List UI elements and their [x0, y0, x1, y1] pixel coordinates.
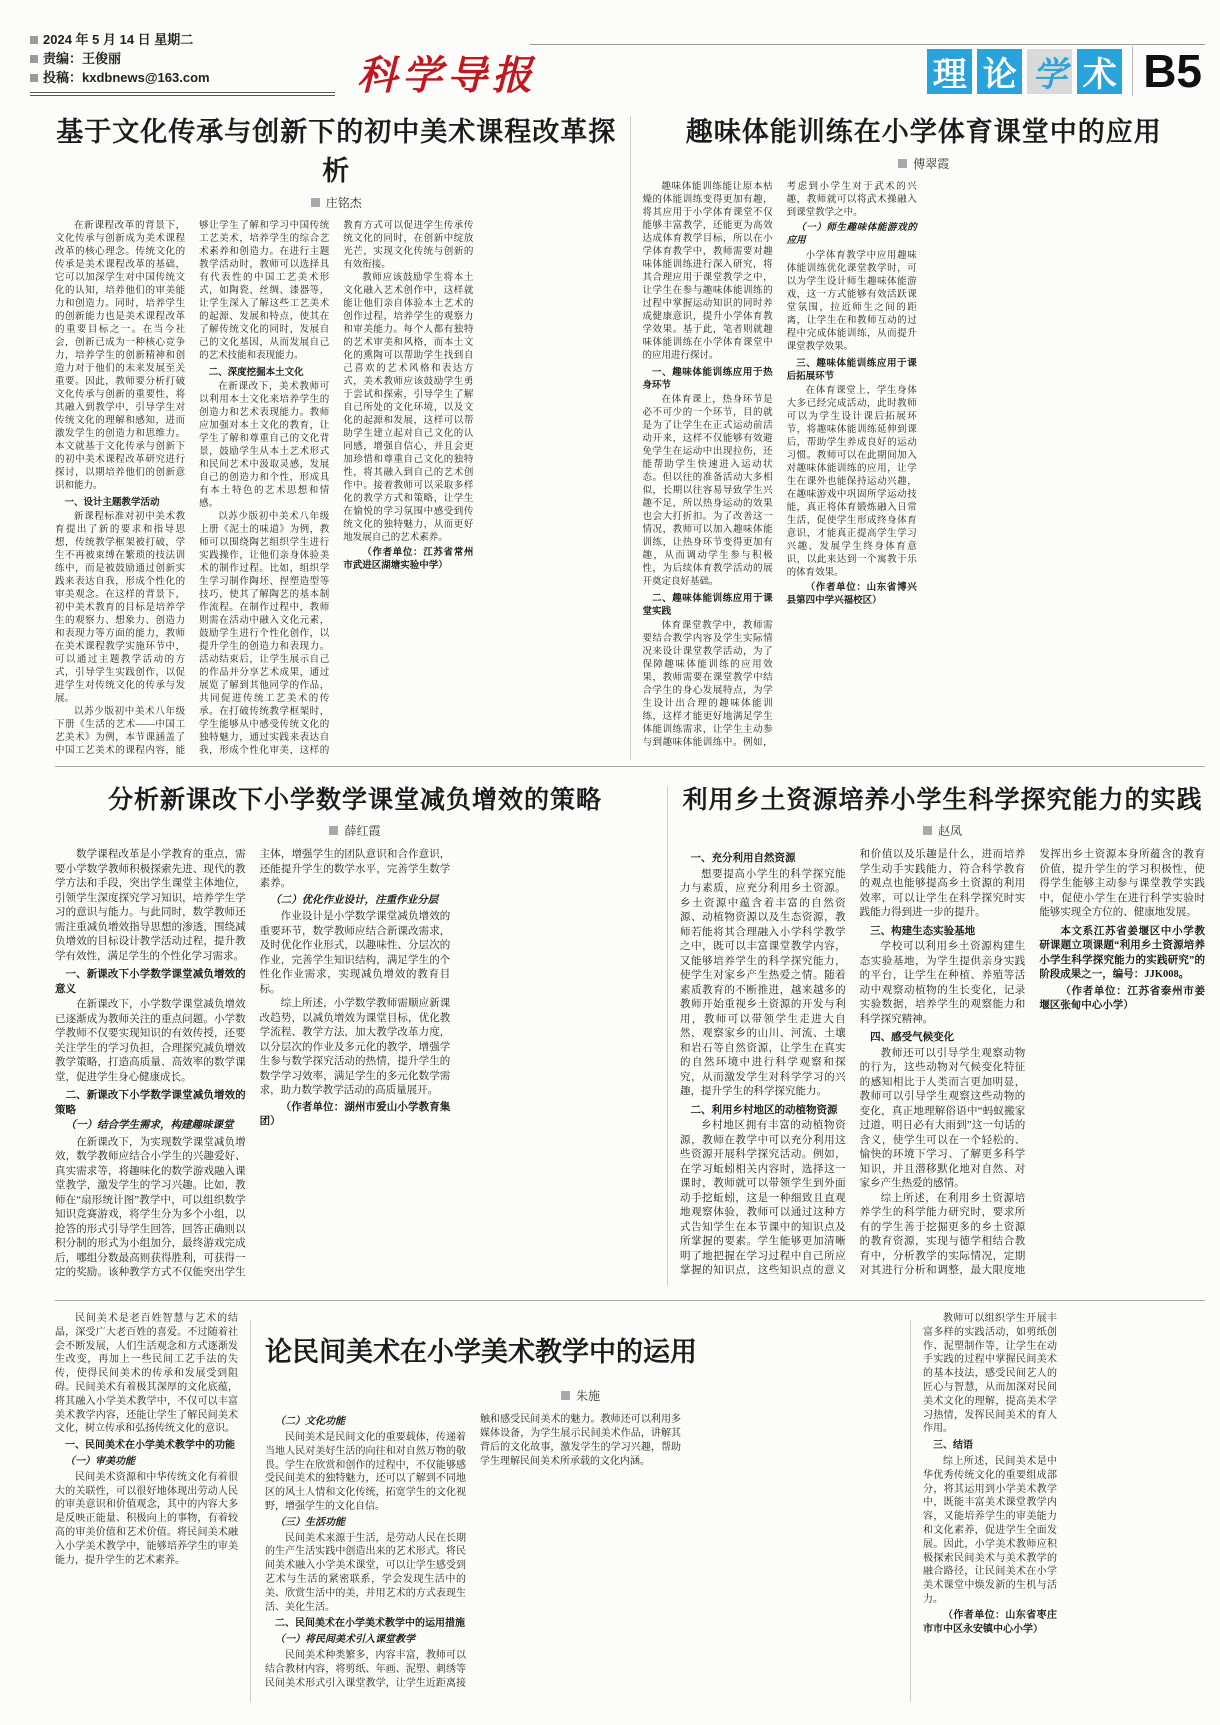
article-sub-subhead: （二）文化功能: [275, 1416, 345, 1428]
article-sub-subhead: （一）将民间美术引入课堂教学: [275, 1634, 415, 1646]
article-subhead: 二、利用乡村地区的动植物资源: [690, 1103, 838, 1116]
article-title: 基于文化传承与创新下的初中美术课程改革探析: [56, 117, 617, 186]
article-paragraph: 综上所述，民间美术是中华优秀传统文化的重要组成部分，将其运用到小学美术教学中，既能丰富美术课堂教学内容，又能培养学生的审美能力和文化素养，促进学生全面发展。因此，小学美术教师应积极探索民间美术与美术教学的融合路径，让民间美术在小学美术课堂中焕发新的生机与活力。: [923, 1455, 1057, 1605]
section-divider: [1132, 46, 1133, 96]
author-affiliation: （作者单位：山东省博兴县第四中学兴福校区）: [786, 583, 917, 606]
column-divider: [250, 1320, 251, 1702]
author-affiliation: （作者单位：江苏省常州市武进区湖塘实验中学）: [343, 548, 474, 571]
byline: [643, 155, 1206, 172]
article-sub-subhead: （一）结合学生需求，构建趣味课堂: [65, 1120, 234, 1131]
byline-square-icon: [311, 198, 320, 207]
section-char-tile: 理: [927, 49, 972, 94]
project-note: 本文系江苏省姜堰区中小学教研课题立项课题“利用乡土资源培养小学生科学探究能力的实践研究”的阶段成果之一，编号：JJK008。: [1039, 925, 1205, 980]
article-paragraph: 在新课改下，美术教师可以利用本土文化来培养学生的创造力和艺术表现能力。教师应加强对本土文化的教育，让学生了解和尊重自己的文化背景，鼓励学生从本土艺术形式和民间艺术中汲取灵感，发展自己的创造力和个性，形成具有本土特色的艺术思想和情感。: [199, 382, 330, 509]
article-sub-subhead: （一）师生趣味体能游戏的应用: [786, 223, 917, 246]
author-name: 薛红霞: [344, 824, 381, 838]
byline: [265, 1387, 896, 1404]
article-paragraph: 作业设计是小学数学课堂减负增效的重要环节，数学教师应结合新课改需求，及时优化作业形式，以趣味性、分层次的作业，完善学生知识结构，满足学生的个性化作业需求，实现减负增效的教育目标。: [259, 911, 451, 995]
article-paragraph: 小学体育教学中应用趣味体能训练优化课堂教学时，可以为学生设计师生趣味体能游戏，这一方式能够有效活跃课堂氛围，拉近师生之间的距离，让学生在和教师互动的过程中完成体能训练，从而提升课堂教学效果。: [786, 251, 917, 352]
byline-square-icon: [898, 159, 907, 168]
author-affiliation: （作者单位：江苏省泰州市姜堰区张甸中心小学）: [1039, 985, 1205, 1011]
article-paragraph: 在体育课堂上，学生身体大多已经完成活动，此时教师可以为学生设计课后拓展环节，将趣味体能训练延伸到课后，帮助学生养成良好的运动习惯。教师可以在此期间加入对趣味体能训练的应用，让学生在课外也能保持运动兴趣，在趣味游戏中巩固所学运动技能，真正将体育锻炼融入日常生活，促使学生形成终身体育意识，才能真正提高学生学习兴趣、发展学生终身体育意识，以此来达到一个寓教于乐的体育效果。: [786, 386, 917, 578]
article-paragraph: 民间美术来源于生活，是劳动人民在长期的生产生活实践中创造出来的艺术形式。将民间美术融入小学美术课堂，可以让学生感受到艺术与生活的紧密联系，学会发现生活中的美、欣赏生活中的美，并用艺术的方式表现生活、美化生活。: [265, 1532, 466, 1613]
article-paragraph: 数学课程改革是小学教育的重点，需要小学数学教师积极探索先进、现代的教学方法和手段，突出学生课堂主体地位，引领学生深度探究学习知识，培养学生学习的意识与能力。与此同时，数学教师还需注重减负增效指导思想的渗透，围绕减负增效的目标设计教学活动过程，提升教学有效性，满足学生的个性化学习需求。: [55, 849, 246, 962]
article-subhead: 四、感受气候变化: [870, 1031, 955, 1043]
editor-name: 责编：王俊丽: [43, 51, 122, 66]
author-name: 朱施: [575, 1389, 600, 1404]
article-paragraph: 在新课改下，小学数学课堂减负增效已逐渐成为教师关注的重点问题。小学数学教师不仅要实现知识的有效传授，还要关注学生的学习负担，合理探究减负增效教学策略，打造高质量、高效率的数学课堂，促进学生身心健康成长。: [55, 999, 246, 1083]
byline: [55, 194, 618, 211]
article-body-right: [923, 1312, 1205, 1702]
author-name: 赵凤: [937, 824, 962, 838]
page-number: B5: [1143, 45, 1202, 97]
article-subhead: 二、民间美术在小学美术教学中的运用措施: [275, 1618, 465, 1630]
byline-square-icon: [923, 826, 932, 835]
article-body: [55, 848, 655, 1286]
article-subhead: 一、新课改下小学数学课堂减负增效的意义: [55, 968, 246, 995]
article-subhead: 一、趣味体能训练应用于热身环节: [642, 367, 773, 391]
article-paragraph: 综上所述，小学数学教师需顺应新课改趋势，以减负增效为课堂目标，优化教学流程、教学方法，加大教学改革力度，以分层次的作业及多元化的教学，增强学生参与数学探究活动的热情，提升学生的数学学习效率，满足学生的多元化数学需求，助力数学教学活动的高质量展开。: [259, 998, 451, 1096]
section-char-tile-calligraphy: 学: [1027, 49, 1072, 94]
article-paragraph: 民间美术资源和中华传统文化有着很大的关联性，可以很好地体现出劳动人民的审美意识和价值观念，其中的内容大多是反映正能量、积极向上的事物，有着较高的审美价值和艺术价值。将民间美术融入小学美术教学中，能够培养学生的审美能力，提升学生的艺术素养。: [55, 1471, 238, 1566]
article-sub-subhead: （一）审美功能: [65, 1455, 135, 1467]
article-art-curriculum: [55, 108, 618, 760]
article-paragraph: 以苏少版初中美术八年级下册《生活的艺术——中国工艺美术》为例，本节课涵盖了中国工艺美术的课程内容，能够让学生了解和学习中国传统工艺美术，培养学生的综合艺术素养和创造力。在进行主题教学活动时，教师可以选择具有代表性的中国工艺美术形式，如陶瓷、丝绸、漆器等，让学生深入了解这些工艺美术的起源、发展和特点，使其在了解传统文化的同时，发展自己的文化基因，从而发展自己的艺术技能和表现能力。: [55, 221, 330, 756]
column-divider: [667, 786, 668, 1286]
paper-logo: 科学导报: [357, 52, 537, 99]
submission-email: 投稿：kxdbnews@163.com: [43, 70, 210, 85]
article-paragraph: 以苏少版初中美术八年级上册《泥土的味道》为例，教师可以围绕陶艺组织学生进行实践操作，让他们亲身体验美术的制作过程。比如，组织学生学习制作陶坯、捏塑造型等技巧，使其了解陶艺的基本制作流程。在制作过程中，教师则需在活动中融入文化元素，鼓励学生进行个性化创作，以提升学生的创造力和表现力。活动结束后，让学生展示自己的作品并分享艺术成果，通过展览了解到其他同学的作品，共同促进传统工艺美术的传承。在打破传统教学框架时，学生能够从中感受传统文化的独特魅力，通过实践来表达自我，形成个性化审美，这样的教育方式可以促进学生传承传统文化的同时，在创新中绽放光芒，实现文化传统与创新的有效衔接。: [199, 221, 474, 756]
article-paragraph: 教师可以组织学生开展丰富多样的实践活动，如剪纸创作、泥塑制作等，让学生在动手实践的过程中掌握民间美术的基本技法，感受民间艺人的匠心与智慧，从而加深对民间美术文化的理解，提高美术学习热情，发挥民间美术的育人作用。: [923, 1313, 1057, 1435]
article-math-burden-reduction: [55, 778, 655, 1286]
article-paragraph: 民间美术是民间文化的重要载体，传递着当地人民对美好生活的向往和对自然万物的敬畏。学生在欣赏和创作的过程中，不仅能够感受民间美术的独特魅力，还可以了解到不同地区的风土人情和文化传统，拓宽学生的文化视野，增强学生的文化自信。: [265, 1431, 466, 1512]
band-divider: [55, 1300, 1205, 1301]
bullet-square-icon: [30, 74, 38, 82]
article-folk-art: [263, 1312, 898, 1702]
article-body: [55, 220, 618, 760]
article-subhead: 三、构建生态实验基地: [870, 924, 976, 937]
byline: [55, 822, 655, 839]
article-paragraph: 想要提高小学生的科学探究能力与素质，应充分利用乡土资源。乡土资源中蕴含着丰富的自然资源、动植物资源以及生态资源，教师若能将其合理融入小学科学教学之中，既可以丰富课堂教学内容，又能够培养学生的科学探究能力，使学生对家乡产生热爱之情。随着素质教育的不断推进，越来越多的教师开始重视乡土资源的开发与利用，教师可以带领学生走进大自然，观察家乡的山川、河流、土壤和岩石等自然资源，让学生在真实的自然环境中进行科学观察和探究，从而激发学生对科学学习的兴趣，提升学生的科学探究能力。: [680, 868, 846, 1097]
article-body-left: [55, 1312, 238, 1702]
article-paragraph: 在新课程改革的背景下，文化传承与创新成为美术课程改革的核心理念。传统文化的传承是美术课程改革的基础，它可以加深学生对中国传统文化的认知，培养他们的审美能力和创造力。同时，培养学生的创新能力也是美术课程改革的重要目标之一。在当今社会，创新已成为一种核心竞争力，培养学生的创新精神和创造力对于他们的未来发展至关重要。因此，教师要分析打破文化传承与创新的重要性，将其融入到教学中，引导学生对传统文化的理解和感知，进而激发学生的创造力和思维力。本文就基于文化传承与创新下的初中美术课程改革研究进行探讨，以期培养他们的创新意识和能力。: [55, 221, 186, 491]
article-subhead: 一、充分利用自然资源: [690, 852, 796, 864]
masthead: [30, 24, 1202, 99]
author-affiliation: （作者单位：湖州市爱山小学教育集团）: [259, 1101, 451, 1127]
article-title: 利用乡土资源培养小学生科学探究能力的实践: [682, 786, 1203, 814]
masthead-info-block: [30, 30, 335, 96]
section-char-tile: 术: [1077, 49, 1122, 94]
section-banner: [922, 46, 1202, 96]
band-divider: [55, 766, 1205, 767]
article-subhead: 三、结语: [933, 1440, 973, 1452]
column-divider: [910, 1320, 911, 1702]
article-local-resources-science: [680, 778, 1205, 1286]
section-char-tile: 论: [977, 49, 1022, 94]
article-paragraph: 趣味体能训练能让原本枯燥的体能训练变得更加有趣，将其应用于小学体育课堂不仅能够丰富教学，还能更为高效达成体育教学目标，所以在小学体育教学中，教师需要对趣味体能训练进行深入研究，将其合理应用于课堂教学之中，让学生在参与趣味体能训练的过程中掌握运动知识的同时养成健康意识，提升小学体育教学效果。基于此，笔者则就趣味体能训练在小学体育课堂中的应用进行探讨。: [642, 182, 773, 361]
article-paragraph: 综上所述，在利用乡土资源培养学生的科学能力研究时，要求所有的学生善于挖掘更多的乡土资源的教育资源，实现与德学相结合教育中，分析教学的实际情况，定期对其进行分析和调整，最大限度地发挥出乡土资源本身所蕴含的教育价值，提升学生的学习积极性，使得学生能够主动参与课堂教学实践中，促使小学生在进行科学实验时能够实现全方位的、健康地发展。: [859, 849, 1205, 1276]
article-paragraph: 教师应该鼓励学生将本土文化融入艺术创作中，这样就能让他们亲自体验本土艺术的创作过程，培养学生的观察力和审美能力。每个人都有独特的艺术审美和风格，而本土文化的熏陶可以帮助学生找到自己喜欢的艺术风格和表达方式，美术教师应该鼓励学生勇于尝试和探索，引导学生了解自己所处的文化环境，以及文化的起源和发展，这样可以帮助学生建立起对自己文化的认同感，增强自信心，并且会更加珍惜和尊重自己文化的独特性，将其融入到自己的艺术创作中。接着教师可以采取多样化的教学方式和策略，让学生在愉悦的学习氛围中感受到传统文化的独特魅力，从而更好地发展自己的艺术素养。: [343, 273, 474, 543]
article-title: 论民间美术在小学美术教学中的运用: [265, 1337, 697, 1368]
article-title: 分析新课改下小学数学课堂减负增效的策略: [107, 786, 602, 814]
bullet-square-icon: [30, 36, 38, 44]
article-subhead: 二、新课改下小学数学课堂减负增效的策略: [55, 1089, 246, 1116]
author-name: 庄铭杰: [325, 196, 362, 210]
article-paragraph: 民间美术是老百姓智慧与艺术的结晶，深受广大老百姓的喜爱。不过随着社会不断发展，人们生活观念和方式逐渐发生改变，再加上一些民间工艺手法的失传，使得民间美术的传承和发展受到阻碍。民间美术有着极其深厚的文化底蕴，将其融入小学美术教学中，不仅可以丰富美术教学内容，还能让学生了解民间美术文化，树立传承和弘扬传统文化的意识。: [55, 1313, 238, 1435]
byline-square-icon: [561, 1391, 570, 1400]
byline-square-icon: [329, 826, 338, 835]
article-body-center: [265, 1413, 896, 1702]
article-subhead: 三、趣味体能训练应用于课后拓展环节: [786, 358, 917, 382]
author-affiliation: （作者单位：山东省枣庄市市中区永安镇中心小学）: [923, 1609, 1057, 1635]
article-paragraph: 新课程标准对初中美术教育提出了新的要求和指导思想，传统教学框架被打破，学生不再被束缚在繁琐的技法训练中，而是被鼓励通过创新实践来表达自我，形成个性化的审美观念。在这样的背景下，初中美术教育的目标是培养学生的观察力、想象力、创造力和表现力等方面的能力，教师在美术课程教学实施环节中，可以通过主题教学活动的方式，引导学生实践创作，以促进学生对传统文化的传承与发展。: [55, 512, 186, 704]
top-band: [55, 108, 1205, 760]
article-subhead: 一、民间美术在小学美术教学中的功能: [65, 1440, 235, 1452]
article-sub-subhead: （二）优化作业设计，注重作业分层: [270, 894, 439, 906]
article-subhead: 一、设计主题教学活动: [64, 497, 160, 508]
article-title: 趣味体能训练在小学体育课堂中的应用: [685, 117, 1162, 147]
article-paragraph: 乡村地区拥有丰富的动植物资源，教师在教学中可以充分利用这些资源开展科学探究活动。例如，在学习蚯蚓相关内容时，选择这一课时，教师就可以带领学生到外面动手挖蚯蚓，这是一种细致且直观地观察体验，教师可以通过这种方式告知学生在本节课中的知识点及所掌握的要素。学生能够更加清晰明了地把握在学习过程中自己所应掌握的知识点，这些知识点的意义和价值以及乐趣是什么，进而培养学生动手实践能力，符合科学教育的观点也能够提高乡土资源的利用效率，可以让学生在科学探究时实践能力得到进一步的提升。: [680, 849, 1026, 1276]
bottom-band: [55, 1312, 1205, 1702]
article-sub-subhead: （三）生活功能: [275, 1516, 345, 1528]
article-paragraph: 体育课堂教学中，教师需要结合教学内容及学生实际情况来设计课堂教学活动，为了保障趣味体能训练的应用效果，教师需要在课堂教学中结合学生的身心发展特点，为学生设计出合理的趣味体能训练，这样才能更好地满足学生体能训练需求，让学生主动参与到趣味体能训练中。例如，考虑到小学生对于武术的兴趣，教师就可以将武术操融入到课堂教学之中。: [642, 182, 917, 748]
article-subhead: 二、趣味体能训练应用于课堂实践: [642, 593, 773, 617]
article-subhead: 二、深度挖掘本土文化: [208, 367, 304, 378]
author-name: 傅翠霞: [913, 157, 950, 171]
article-body: [680, 848, 1205, 1286]
column-divider: [630, 116, 631, 760]
article-paragraph: 民间美术种类繁多，内容丰富，教师可以结合教材内容，将剪纸、年画、泥塑、刺绣等民间美术形式引入课堂教学，让学生近距离接触和感受民间美术的魅力。教师还可以利用多媒体设备，为学生展示民间美术作品，讲解其背后的文化故事，激发学生的学习兴趣，帮助学生理解民间美术所承载的文化内涵。: [265, 1414, 681, 1689]
article-body: [643, 181, 1206, 760]
issue-date: 2024 年 5 月 14 日 星期二: [43, 32, 194, 47]
issue-date-row: [30, 30, 335, 49]
submission-row: [30, 68, 335, 87]
article-paragraph: 在体育课上，热身环节是必不可少的一个环节，目的就是为了让学生在正式运动前活动开来，这样不仅能够有效避免学生在运动中出现拉伤，还能帮助学生快速进入运动状态。但以往的准备活动大多相似，长期以往容易导致学生兴趣不足，所以热身运动的效果也会大打折扣。为了改善这一情况，教师可以加入趣味体能训练，让热身环节变得更加有趣，从而调动学生参与积极性，为后续体育教学活动的展开奠定良好基础。: [642, 395, 773, 587]
article-paragraph: 在新课改下，为实现数学课堂减负增效，数学教师应结合小学生的兴趣爱好、真实需求等，将趣味化的数学游戏融入课堂教学，激发学生的学习兴趣。比如，教师在“扇形统计图”教学中，可以组织数学知识竞赛游戏，将学生分为多个小组，以抢答的形式引导学生回答，回答正确则以积分制的形式为小组加分，最终游戏完成后，哪组分数最高则获得胜利，可获得一定的奖励。该种教学方式不仅能突出学生主体，增强学生的团队意识和合作意识，还能提升学生的数学水平，完善学生数学素养。: [55, 849, 451, 1278]
middle-band: [55, 778, 1205, 1286]
article-paragraph: 教师还可以引导学生观察动物的行为，这些动物对气候变化特征的感知相比于人类而言更加明显，教师可以引导学生观察这些动物的变化，真正地理解俗语中“蚂蚁搬家过道，明日必有大雨到”这一句话的含义，使学生可以在一个轻松的、愉快的环境下学习、了解更多科学知识，并且潜移默化地对自然、对家乡产生热爱的感情。: [859, 1047, 1026, 1189]
paper-logo-wrap: [357, 52, 537, 99]
editor-row: [30, 49, 335, 68]
bullet-square-icon: [30, 55, 38, 63]
byline: [680, 822, 1205, 839]
article-pe-fun-training: [643, 108, 1206, 760]
article-paragraph: 学校可以利用乡土资源构建生态实验基地，为学生提供亲身实践的平台，让学生在种植、养殖等活动中观察动植物的生长变化，记录实验数据，培养学生的观察能力和科学探究精神。: [859, 941, 1026, 1025]
